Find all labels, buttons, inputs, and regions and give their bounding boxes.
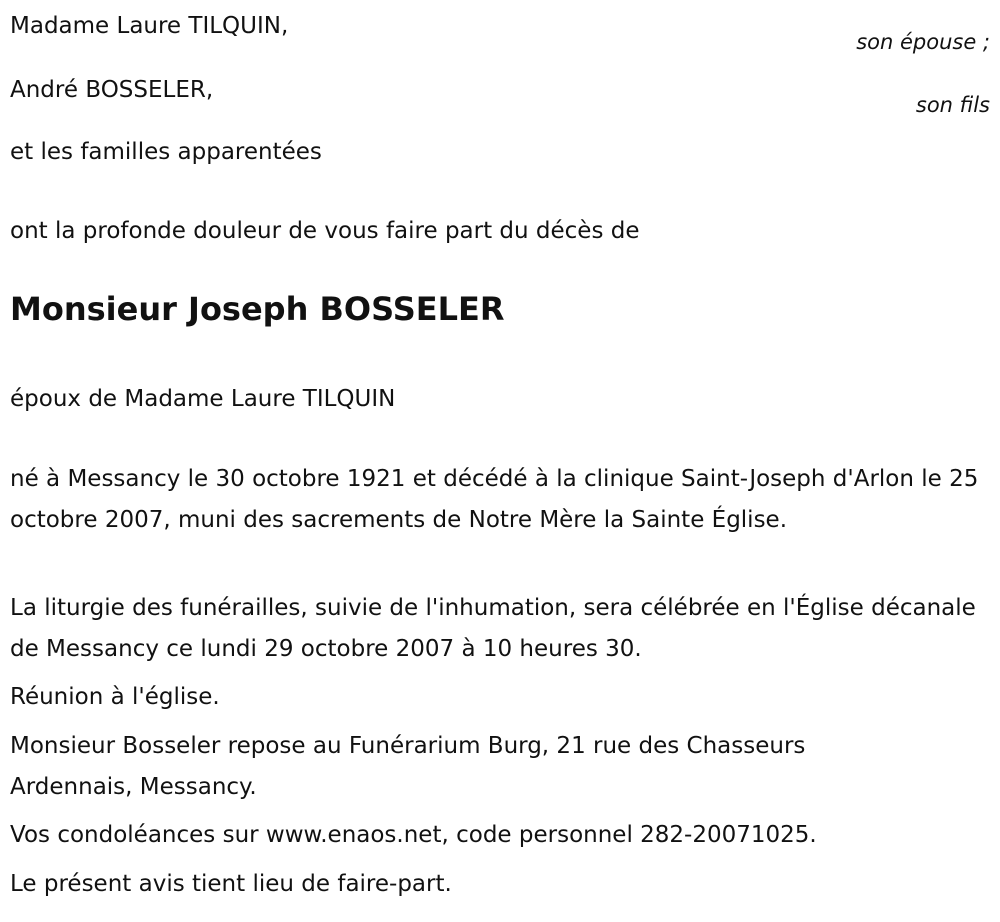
birth-death-paragraph: né à Messancy le 30 octobre 1921 et décédé à la clinique Saint-Joseph d'Arlon le 25 octobre 2007, muni des sacrements de Notre Mère la Sainte Église.: [10, 466, 979, 533]
family-member-name: Madame Laure TILQUIN,: [10, 13, 289, 39]
family-member-name: André BOSSELER,: [10, 77, 214, 103]
funeral-paragraph: La liturgie des funérailles, suivie de l'inhumation, sera célébrée en l'Église décanale de Messancy ce lundi 29 octobre 2007 à 10 heures 30.: [10, 595, 976, 662]
funerarium-paragraph: Monsieur Bosseler repose au Funérarium Burg, 21 rue des Chasseurs Ardennais, Messancy.: [10, 733, 806, 800]
announcement: ont la profonde douleur de vous faire part du décès de: [10, 218, 640, 244]
condolences-paragraph: Vos condoléances sur www.enaos.net, code personnel 282-20071025.: [10, 822, 817, 848]
deceased-name: Monsieur Joseph BOSSELER: [10, 290, 505, 328]
spouse-line: époux de Madame Laure TILQUIN: [10, 386, 396, 412]
family-member-relation: son épouse ;: [856, 30, 990, 54]
notice-paragraph: Le présent avis tient lieu de faire-part.: [10, 871, 452, 897]
meeting-paragraph: Réunion à l'église.: [10, 684, 220, 710]
family-member-name: et les familles apparentées: [10, 139, 322, 165]
family-member-relation: son fils: [915, 93, 990, 117]
